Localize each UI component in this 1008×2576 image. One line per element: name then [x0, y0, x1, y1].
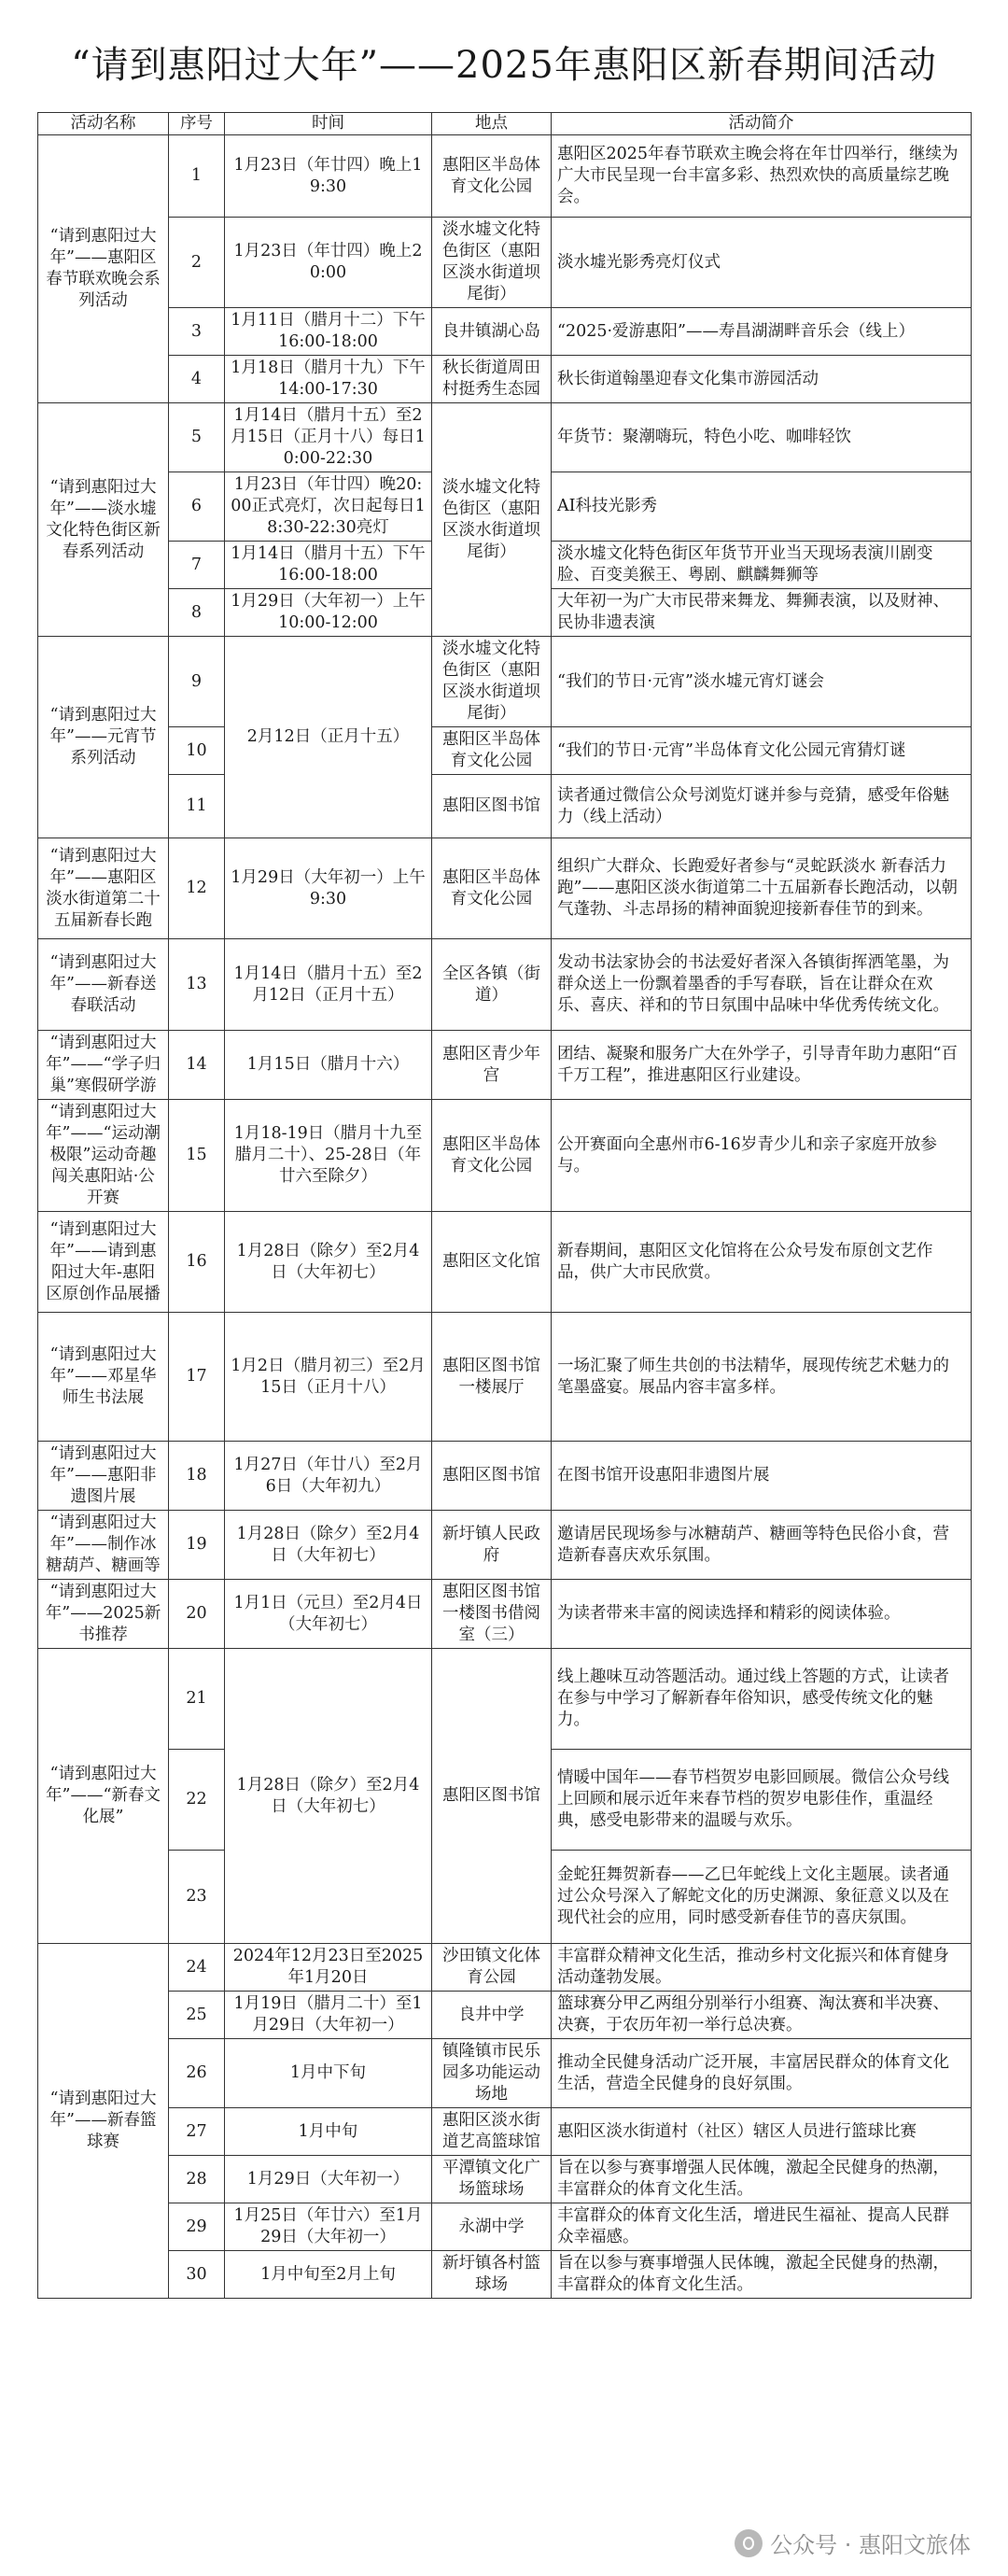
- seq-cell: 5: [169, 403, 225, 472]
- table-row: [38, 1442, 972, 1511]
- seq-cell: 15: [169, 1100, 225, 1212]
- time-cell: 1月27日（年廿八）至2月6日（大年初九）: [225, 1442, 432, 1511]
- desc-cell: 丰富群众精神文化生活，推动乡村文化振兴和体育健身活动蓬勃发展。: [552, 1944, 972, 1992]
- activity-name-cell: “请到惠阳过大年”——“学子归巢”寒假研学游: [38, 1031, 169, 1100]
- desc-cell: 惠阳区淡水街道村（社区）辖区人员进行篮球比赛: [552, 2108, 972, 2156]
- place-cell: 惠阳区半岛体育文化公园: [432, 1100, 552, 1212]
- wechat-icon: [735, 2529, 763, 2557]
- activity-name-cell: “请到惠阳过大年”——惠阳区淡水街道第二十五届新春长跑: [38, 838, 169, 939]
- place-cell: 惠阳区图书馆: [432, 1442, 552, 1511]
- activity-name-cell: “请到惠阳过大年”——新春送春联活动: [38, 939, 169, 1031]
- header-seq: 序号: [169, 113, 225, 135]
- place-cell: 惠阳区半岛体育文化公园: [432, 135, 552, 218]
- place-cell: 惠阳区青少年宫: [432, 1031, 552, 1100]
- seq-cell: 27: [169, 2108, 225, 2156]
- desc-cell: “我们的节日·元宵”淡水墟元宵灯谜会: [552, 637, 972, 727]
- desc-cell: 组织广大群众、长跑爱好者参与“灵蛇跃淡水 新春活力跑”——惠阳区淡水街道第二十五届新春长跑活动，以朝气蓬勃、斗志昂扬的精神面貌迎接新春佳节的到来。: [552, 838, 972, 939]
- place-cell: 良井镇湖心岛: [432, 308, 552, 356]
- place-cell: 镇隆镇市民乐园多功能运动场地: [432, 2039, 552, 2108]
- desc-cell: 秋长街道翰墨迎春文化集市游园活动: [552, 356, 972, 403]
- desc-cell: 为读者带来丰富的阅读选择和精彩的阅读体验。: [552, 1580, 972, 1649]
- place-cell: 淡水墟文化特色街区（惠阳区淡水街道坝尾街）: [432, 218, 552, 308]
- seq-cell: 12: [169, 838, 225, 939]
- desc-cell: 旨在以参与赛事增强人民体魄，激起全民健身的热潮，丰富群众的体育文化生活。: [552, 2251, 972, 2299]
- time-cell: 1月29日（大年初一）: [225, 2156, 432, 2203]
- time-cell: 1月1日（元旦）至2月4日（大年初七）: [225, 1580, 432, 1649]
- table-row: [38, 1313, 972, 1442]
- place-cell: 秋长街道周田村挺秀生态园: [432, 356, 552, 403]
- watermark-text: 公众号 · 惠阳文旅体: [770, 2532, 971, 2558]
- activity-name-cell: “请到惠阳过大年”——新春篮球赛: [38, 1944, 169, 2299]
- place-cell: 惠阳区图书馆一楼图书借阅室（三）: [432, 1580, 552, 1649]
- place-cell: 沙田镇文化体育公园: [432, 1944, 552, 1992]
- seq-cell: 21: [169, 1649, 225, 1750]
- table-row: [38, 218, 972, 308]
- activity-name-cell: “请到惠阳过大年”——邓星华师生书法展: [38, 1313, 169, 1442]
- place-cell: 永湖中学: [432, 2203, 552, 2251]
- seq-cell: 22: [169, 1750, 225, 1851]
- header-desc: 活动简介: [552, 113, 972, 135]
- time-cell: 1月23日（年廿四）晚上20:00: [225, 218, 432, 308]
- seq-cell: 16: [169, 1212, 225, 1313]
- seq-cell: 29: [169, 2203, 225, 2251]
- desc-cell: 新春期间，惠阳区文化馆将在公众号发布原创文艺作品，供广大市民欣赏。: [552, 1212, 972, 1313]
- seq-cell: 2: [169, 218, 225, 308]
- time-cell: 1月18日（腊月十九）下午14:00-17:30: [225, 356, 432, 403]
- desc-cell: 惠阳区2025年春节联欢主晚会将在年廿四举行，继续为广大市民呈现一台丰富多彩、热烈欢快的高质量综艺晚会。: [552, 135, 972, 218]
- time-cell: 1月中旬至2月上旬: [225, 2251, 432, 2299]
- desc-cell: 旨在以参与赛事增强人民体魄，激起全民健身的热潮，丰富群众的体育文化生活。: [552, 2156, 972, 2203]
- header-time: 时间: [225, 113, 432, 135]
- desc-cell: 情暖中国年——春节档贺岁电影回顾展。微信公众号线上回顾和展示近年来春节档的贺岁电影佳作，重温经典，感受电影带来的温暖与欢乐。: [552, 1750, 972, 1851]
- table-row: [38, 2156, 972, 2203]
- seq-cell: 8: [169, 589, 225, 637]
- time-cell: 1月15日（腊月十六）: [225, 1031, 432, 1100]
- table-row: [38, 1992, 972, 2039]
- place-cell: 惠阳区图书馆: [432, 1649, 552, 1944]
- time-cell: 2月12日（正月十五）: [225, 637, 432, 838]
- desc-cell: 邀请居民现场参与冰糖葫芦、糖画等特色民俗小食，营造新春喜庆欢乐氛围。: [552, 1511, 972, 1580]
- page-title: “请到惠阳过大年”——2025年惠阳区新春期间活动: [71, 44, 937, 87]
- activity-name-cell: “请到惠阳过大年”——请到惠阳过大年-惠阳区原创作品展播: [38, 1212, 169, 1313]
- time-cell: 1月14日（腊月十五）至2月12日（正月十五）: [225, 939, 432, 1031]
- place-cell: 全区各镇（街道）: [432, 939, 552, 1031]
- seq-cell: 7: [169, 542, 225, 589]
- table-row: [38, 775, 972, 838]
- table-row: [38, 403, 972, 472]
- seq-cell: 3: [169, 308, 225, 356]
- table-row: [38, 2108, 972, 2156]
- seq-cell: 28: [169, 2156, 225, 2203]
- desc-cell: 篮球赛分甲乙两组分别举行小组赛、淘汰赛和半决赛、决赛，于农历年初一举行总决赛。: [552, 1992, 972, 2039]
- table-row: [38, 308, 972, 356]
- watermark: [735, 2527, 971, 2559]
- time-cell: 1月11日（腊月十二）下午16:00-18:00: [225, 308, 432, 356]
- time-cell: 1月28日（除夕）至2月4日（大年初七）: [225, 1212, 432, 1313]
- time-cell: 1月14日（腊月十五）下午16:00-18:00: [225, 542, 432, 589]
- activity-name-cell: “请到惠阳过大年”——惠阳区春节联欢晚会系列活动: [38, 135, 169, 403]
- seq-cell: 9: [169, 637, 225, 727]
- time-cell: 1月中下旬: [225, 2039, 432, 2108]
- time-cell: 1月18-19日（腊月十九至腊月二十）、25-28日（年廿六至除夕）: [225, 1100, 432, 1212]
- place-cell: 惠阳区半岛体育文化公园: [432, 838, 552, 939]
- table-header-row: [38, 113, 972, 135]
- desc-cell: 在图书馆开设惠阳非遗图片展: [552, 1442, 972, 1511]
- desc-cell: 团结、凝聚和服务广大在外学子，引导青年助力惠阳“百千万工程”，推进惠阳区行业建设。: [552, 1031, 972, 1100]
- time-cell: 1月29日（大年初一）上午9:30: [225, 838, 432, 939]
- header-activity-name: 活动名称: [38, 113, 169, 135]
- table-row: [38, 2251, 972, 2299]
- header-place: 地点: [432, 113, 552, 135]
- seq-cell: 17: [169, 1313, 225, 1442]
- seq-cell: 25: [169, 1992, 225, 2039]
- table-row: [38, 1944, 972, 1992]
- place-cell: 惠阳区图书馆: [432, 775, 552, 838]
- desc-cell: 读者通过微信公众号浏览灯谜并参与竞猜，感受年俗魅力（线上活动）: [552, 775, 972, 838]
- place-cell: 新圩镇人民政府: [432, 1511, 552, 1580]
- place-cell: 惠阳区图书馆一楼展厅: [432, 1313, 552, 1442]
- activity-name-cell: “请到惠阳过大年”——惠阳非遗图片展: [38, 1442, 169, 1511]
- desc-cell: 公开赛面向全惠州市6-16岁青少儿和亲子家庭开放参与。: [552, 1100, 972, 1212]
- table-row: [38, 1649, 972, 1750]
- seq-cell: 24: [169, 1944, 225, 1992]
- place-cell: 惠阳区淡水街道艺高篮球馆: [432, 2108, 552, 2156]
- desc-cell: 发动书法家协会的书法爱好者深入各镇街挥洒笔墨，为群众送上一份飘着墨香的手写春联，旨在让群众在欢乐、喜庆、祥和的节日氛围中品味中华优秀传统文化。: [552, 939, 972, 1031]
- time-cell: 1月25日（年廿六）至1月29日（大年初一）: [225, 2203, 432, 2251]
- seq-cell: 10: [169, 727, 225, 775]
- table-row: [38, 1511, 972, 1580]
- time-cell: 2024年12月23日至2025年1月20日: [225, 1944, 432, 1992]
- table-row: [38, 1212, 972, 1313]
- desc-cell: 一场汇聚了师生共创的书法精华，展现传统艺术魅力的笔墨盛宴。展品内容丰富多样。: [552, 1313, 972, 1442]
- desc-cell: 大年初一为广大市民带来舞龙、舞狮表演，以及财神、民协非遗表演: [552, 589, 972, 637]
- table-row: [38, 2039, 972, 2108]
- seq-cell: 1: [169, 135, 225, 218]
- seq-cell: 6: [169, 472, 225, 542]
- place-cell: 良井中学: [432, 1992, 552, 2039]
- table-row: [38, 1031, 972, 1100]
- time-cell: 1月23日（年廿四）晚20:00正式亮灯，次日起每日18:30-22:30亮灯: [225, 472, 432, 542]
- activity-name-cell: “请到惠阳过大年”——“运动潮极限”运动奇趣闯关惠阳站·公开赛: [38, 1100, 169, 1212]
- desc-cell: “2025·爱游惠阳”——寿昌湖湖畔音乐会（线上）: [552, 308, 972, 356]
- time-cell: 1月29日（大年初一）上午10:00-12:00: [225, 589, 432, 637]
- table-row: [38, 939, 972, 1031]
- place-cell: 惠阳区半岛体育文化公园: [432, 727, 552, 775]
- activity-name-cell: “请到惠阳过大年”——“新春文化展”: [38, 1649, 169, 1944]
- activity-table: [37, 112, 972, 2299]
- place-cell: 新圩镇各村篮球场: [432, 2251, 552, 2299]
- seq-cell: 18: [169, 1442, 225, 1511]
- table-row: [38, 637, 972, 727]
- desc-cell: 线上趣味互动答题活动。通过线上答题的方式，让读者在参与中学习了解新春年俗知识，感受传统文化的魅力。: [552, 1649, 972, 1750]
- table-row: [38, 1580, 972, 1649]
- desc-cell: 淡水墟文化特色街区年货节开业当天现场表演川剧变脸、百变美猴王、粤剧、麒麟舞狮等: [552, 542, 972, 589]
- activity-name-cell: “请到惠阳过大年”——淡水墟文化特色街区新春系列活动: [38, 403, 169, 637]
- seq-cell: 26: [169, 2039, 225, 2108]
- place-cell: 惠阳区文化馆: [432, 1212, 552, 1313]
- desc-cell: 年货节：聚潮嗨玩，特色小吃、咖啡轻饮: [552, 403, 972, 472]
- time-cell: 1月19日（腊月二十）至1月29日（大年初一）: [225, 1992, 432, 2039]
- seq-cell: 14: [169, 1031, 225, 1100]
- table-row: [38, 135, 972, 218]
- seq-cell: 11: [169, 775, 225, 838]
- time-cell: 1月28日（除夕）至2月4日（大年初七）: [225, 1649, 432, 1944]
- table-row: [38, 1100, 972, 1212]
- time-cell: 1月23日（年廿四）晚上19:30: [225, 135, 432, 218]
- time-cell: 1月2日（腊月初三）至2月15日（正月十八）: [225, 1313, 432, 1442]
- time-cell: 1月14日（腊月十五）至2月15日（正月十八）每日10:00-22:30: [225, 403, 432, 472]
- seq-cell: 13: [169, 939, 225, 1031]
- activity-name-cell: “请到惠阳过大年”——元宵节系列活动: [38, 637, 169, 838]
- seq-cell: 20: [169, 1580, 225, 1649]
- seq-cell: 23: [169, 1851, 225, 1944]
- time-cell: 1月28日（除夕）至2月4日（大年初七）: [225, 1511, 432, 1580]
- place-cell: 淡水墟文化特色街区（惠阳区淡水街道坝尾街）: [432, 637, 552, 727]
- desc-cell: 金蛇狂舞贺新春——乙巳年蛇线上文化主题展。读者通过公众号深入了解蛇文化的历史渊源、象征意义以及在现代社会的应用，同时感受新春佳节的喜庆氛围。: [552, 1851, 972, 1944]
- place-cell: 淡水墟文化特色街区（惠阳区淡水街道坝尾街）: [432, 403, 552, 637]
- desc-cell: 淡水墟光影秀亮灯仪式: [552, 218, 972, 308]
- desc-cell: 推动全民健身活动广泛开展，丰富居民群众的体育文化生活，营造全民健身的良好氛围。: [552, 2039, 972, 2108]
- table-row: [38, 2203, 972, 2251]
- activity-name-cell: “请到惠阳过大年”——2025新书推荐: [38, 1580, 169, 1649]
- place-cell: 平潭镇文化广场篮球场: [432, 2156, 552, 2203]
- desc-cell: 丰富群众的体育文化生活，增进民生福祉、提高人民群众幸福感。: [552, 2203, 972, 2251]
- desc-cell: “我们的节日·元宵”半岛体育文化公园元宵猜灯谜: [552, 727, 972, 775]
- table-row: [38, 838, 972, 939]
- time-cell: 1月中旬: [225, 2108, 432, 2156]
- seq-cell: 4: [169, 356, 225, 403]
- seq-cell: 19: [169, 1511, 225, 1580]
- desc-cell: AI科技光影秀: [552, 472, 972, 542]
- table-row: [38, 356, 972, 403]
- activity-name-cell: “请到惠阳过大年”——制作冰糖葫芦、糖画等: [38, 1511, 169, 1580]
- table-row: [38, 727, 972, 775]
- seq-cell: 30: [169, 2251, 225, 2299]
